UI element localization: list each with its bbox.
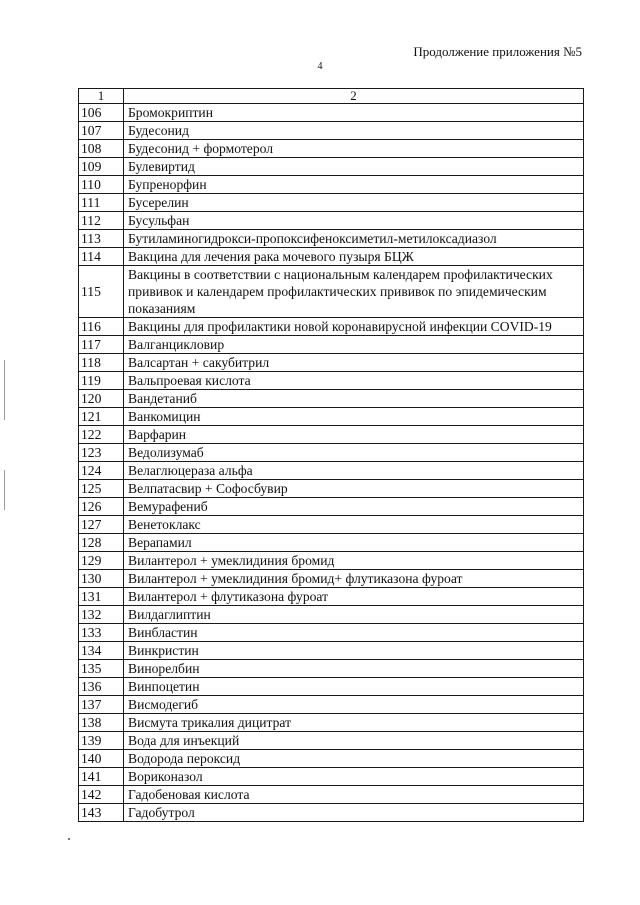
- table-row: [79, 552, 584, 570]
- table-row: [79, 516, 584, 534]
- drug-name: Бусульфан: [124, 212, 584, 230]
- table-row: [79, 266, 584, 318]
- drug-name: Будесонид + формотерол: [124, 140, 584, 158]
- drug-name: Вемурафениб: [124, 498, 584, 516]
- column-header-number: 1: [79, 89, 124, 104]
- drug-name: Вальпроевая кислота: [124, 372, 584, 390]
- table-row: [79, 768, 584, 786]
- row-number: 111: [79, 194, 124, 212]
- row-number: 142: [79, 786, 124, 804]
- drug-name: Винпоцетин: [124, 678, 584, 696]
- scan-artifact-line: [4, 470, 5, 510]
- drug-name: Валганцикловир: [124, 336, 584, 354]
- table-row: [79, 230, 584, 248]
- drug-name: Гадобутрол: [124, 804, 584, 822]
- row-number: 113: [79, 230, 124, 248]
- table-row: [79, 462, 584, 480]
- row-number: 129: [79, 552, 124, 570]
- drug-name: Бромокриптин: [124, 104, 584, 122]
- row-number: 110: [79, 176, 124, 194]
- row-number: 125: [79, 480, 124, 498]
- table-body: [79, 89, 584, 822]
- row-number: 126: [79, 498, 124, 516]
- drug-name: Бупренорфин: [124, 176, 584, 194]
- table-row: [79, 248, 584, 266]
- table-row: [79, 660, 584, 678]
- drug-name: Вилдаглиптин: [124, 606, 584, 624]
- row-number: 116: [79, 318, 124, 336]
- drug-name: Вакцины в соответствии с национальным календарем профилактических прививок и календарем профилактических прививок по эпидемическим показаниям: [124, 266, 584, 318]
- table-row: [79, 642, 584, 660]
- row-number: 143: [79, 804, 124, 822]
- table-row: [79, 158, 584, 176]
- row-number: 136: [79, 678, 124, 696]
- drug-name: Винкристин: [124, 642, 584, 660]
- table-row: [79, 750, 584, 768]
- row-number: 127: [79, 516, 124, 534]
- table-row: [79, 140, 584, 158]
- table-row: [79, 336, 584, 354]
- drug-name: Бусерелин: [124, 194, 584, 212]
- table-row: [79, 624, 584, 642]
- row-number: 138: [79, 714, 124, 732]
- drug-name: Бутиламиногидрокси-пропоксифеноксиметил-метилоксадиазол: [124, 230, 584, 248]
- table-row: [79, 354, 584, 372]
- drug-name: Вакцины для профилактики новой коронавирусной инфекции COVID-19: [124, 318, 584, 336]
- table-row: [79, 714, 584, 732]
- row-number: 118: [79, 354, 124, 372]
- table-row: [79, 480, 584, 498]
- row-number: 108: [79, 140, 124, 158]
- drug-name: Ведолизумаб: [124, 444, 584, 462]
- row-number: 140: [79, 750, 124, 768]
- drug-name: Гадобеновая кислота: [124, 786, 584, 804]
- continuation-label: Продолжение приложения №5: [413, 44, 582, 59]
- table-row: [79, 588, 584, 606]
- drug-name: Будесонид: [124, 122, 584, 140]
- table-row: [79, 570, 584, 588]
- row-number: 114: [79, 248, 124, 266]
- table-row: [79, 786, 584, 804]
- drug-name: Велаглюцераза альфа: [124, 462, 584, 480]
- drug-name: Вандетаниб: [124, 390, 584, 408]
- drug-name: Вода для инъекций: [124, 732, 584, 750]
- drug-name: Варфарин: [124, 426, 584, 444]
- table-row: [79, 498, 584, 516]
- drug-name: Вориконазол: [124, 768, 584, 786]
- drug-name: Вилантерол + флутиказона фуроат: [124, 588, 584, 606]
- table-row: [79, 444, 584, 462]
- table-row: [79, 194, 584, 212]
- row-number: 133: [79, 624, 124, 642]
- row-number: 107: [79, 122, 124, 140]
- column-header-name: 2: [124, 89, 584, 104]
- drug-list-table: [78, 88, 584, 822]
- row-number: 141: [79, 768, 124, 786]
- table-row: [79, 372, 584, 390]
- table-row: [79, 176, 584, 194]
- table-row: [79, 390, 584, 408]
- row-number: 121: [79, 408, 124, 426]
- table-row: [79, 104, 584, 122]
- scan-artifact-line: [4, 360, 5, 420]
- drug-name: Вакцина для лечения рака мочевого пузыря БЦЖ: [124, 248, 584, 266]
- row-number: 135: [79, 660, 124, 678]
- table-row: [79, 534, 584, 552]
- table-row: [79, 408, 584, 426]
- row-number: 117: [79, 336, 124, 354]
- table-row: [79, 426, 584, 444]
- drug-name: Вилантерол + умеклидиния бромид+ флутиказона фуроат: [124, 570, 584, 588]
- drug-name: Водорода пероксид: [124, 750, 584, 768]
- row-number: 119: [79, 372, 124, 390]
- table-row: [79, 696, 584, 714]
- table-row: [79, 804, 584, 822]
- table-header-row: [79, 89, 584, 104]
- row-number: 131: [79, 588, 124, 606]
- row-number: 109: [79, 158, 124, 176]
- row-number: 120: [79, 390, 124, 408]
- row-number: 132: [79, 606, 124, 624]
- scan-artifact-dot: [68, 838, 70, 840]
- drug-name: Валсартан + сакубитрил: [124, 354, 584, 372]
- row-number: 124: [79, 462, 124, 480]
- row-number: 137: [79, 696, 124, 714]
- drug-name: Булевиртид: [124, 158, 584, 176]
- row-number: 130: [79, 570, 124, 588]
- table-row: [79, 732, 584, 750]
- drug-name: Винорелбин: [124, 660, 584, 678]
- table-row: [79, 678, 584, 696]
- row-number: 123: [79, 444, 124, 462]
- row-number: 134: [79, 642, 124, 660]
- drug-name: Ванкомицин: [124, 408, 584, 426]
- drug-name: Велпатасвир + Софосбувир: [124, 480, 584, 498]
- row-number: 112: [79, 212, 124, 230]
- table-row: [79, 318, 584, 336]
- drug-name: Венетоклакс: [124, 516, 584, 534]
- drug-name: Винбластин: [124, 624, 584, 642]
- table-row: [79, 212, 584, 230]
- row-number: 128: [79, 534, 124, 552]
- row-number: 106: [79, 104, 124, 122]
- row-number: 139: [79, 732, 124, 750]
- page-number: 4: [317, 61, 323, 72]
- table-row: [79, 122, 584, 140]
- table-row: [79, 606, 584, 624]
- drug-name: Вилантерол + умеклидиния бромид: [124, 552, 584, 570]
- row-number: 122: [79, 426, 124, 444]
- drug-name: Верапамил: [124, 534, 584, 552]
- row-number: 115: [79, 266, 124, 318]
- drug-name: Висмодегиб: [124, 696, 584, 714]
- drug-name: Висмута трикалия дицитрат: [124, 714, 584, 732]
